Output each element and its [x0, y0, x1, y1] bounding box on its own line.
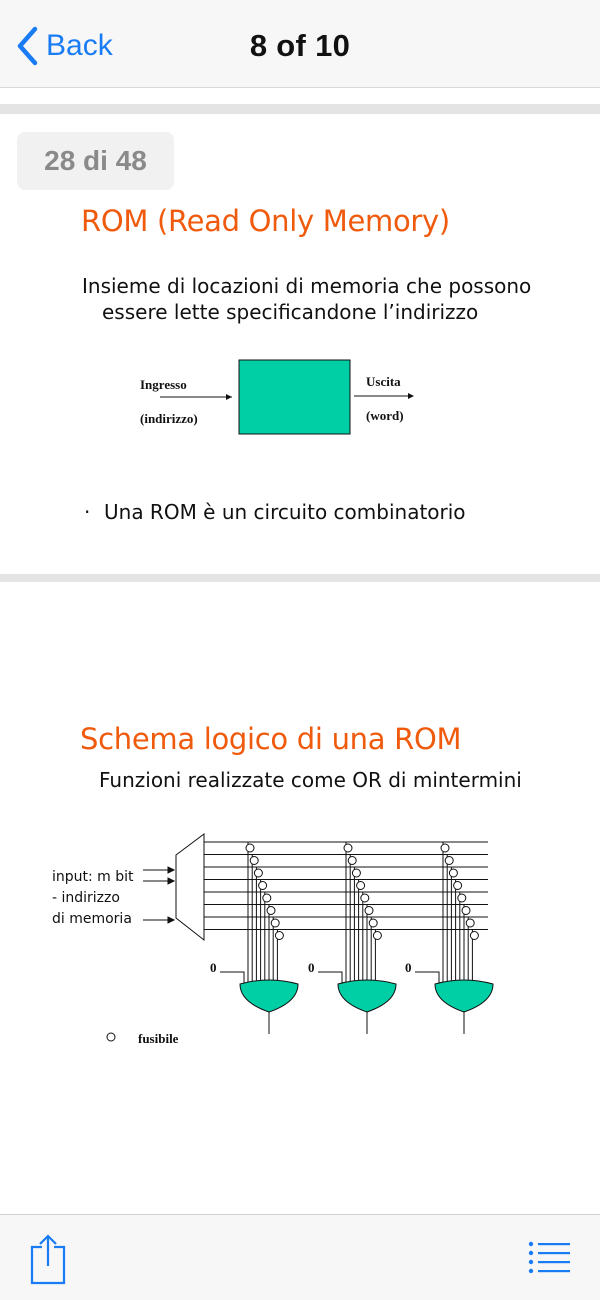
fuse-symbol [263, 894, 271, 902]
share-icon [28, 1233, 68, 1285]
fuse-symbol [449, 869, 457, 877]
slide-subtitle: Funzioni realizzate come OR di mintermini [99, 768, 522, 792]
input-arrowhead [226, 394, 232, 400]
fuse-symbol [462, 907, 470, 915]
fuse-symbol [458, 894, 466, 902]
zero-label-1: 0 [210, 960, 217, 975]
input-label-line-2: - indirizzo [52, 890, 120, 906]
or-column [318, 842, 396, 1034]
or-gate [338, 980, 396, 1012]
input-sublabel: (indirizzo) [140, 411, 198, 426]
or-gate [240, 980, 298, 1012]
contents-list-button[interactable] [528, 1241, 572, 1278]
input-label: Ingresso [140, 377, 187, 392]
fuse-symbol [275, 932, 283, 940]
address-decoder [176, 834, 204, 940]
fuse-symbol [246, 844, 254, 852]
slide-rom-definition [0, 114, 600, 574]
fuse-symbol [369, 919, 377, 927]
or-gate [435, 980, 493, 1012]
slide-separator [0, 104, 600, 114]
zero-input-line [220, 972, 244, 985]
rom-logic-schematic [0, 582, 600, 1102]
fuse-symbol [250, 857, 258, 865]
slide-rom-logic-scheme [0, 582, 600, 1214]
or-column [220, 842, 298, 1034]
list-icon [528, 1241, 572, 1273]
input-label-line-3: di memoria [52, 911, 132, 927]
zero-input-line [415, 972, 439, 985]
zero-input-line [318, 972, 342, 985]
or-column [415, 842, 493, 1034]
fuse-legend-label: fusibile [138, 1031, 179, 1046]
fuse-symbol [271, 919, 279, 927]
slide-title: ROM (Read Only Memory) [81, 204, 450, 238]
description-line-2: essere lette specificandone l’indirizzo [102, 300, 479, 324]
fuse-symbol [352, 869, 360, 877]
page-indicator: 28 di 48 [17, 132, 174, 190]
fuse-symbol [361, 894, 369, 902]
back-label: Back [46, 29, 113, 62]
fuse-symbol [373, 932, 381, 940]
fuse-symbol [454, 882, 462, 890]
zero-label-3: 0 [405, 960, 412, 975]
fuse-legend-symbol [107, 1033, 115, 1041]
fuse-symbol [348, 857, 356, 865]
bullet-text: Una ROM è un circuito combinatorio [104, 500, 466, 524]
slide-separator [0, 574, 600, 582]
fuse-symbol [466, 919, 474, 927]
page-counter-title: 8 of 10 [249, 28, 351, 63]
input-label-line-1: input: m bit [52, 869, 134, 885]
fuse-symbol [441, 844, 449, 852]
fuse-symbol [254, 869, 262, 877]
bottom-toolbar [0, 1214, 600, 1300]
description-line-1: Insieme di locazioni di memoria che possono [82, 274, 532, 298]
slide-title: Schema logico di una ROM [80, 722, 462, 756]
fuse-symbol [344, 844, 352, 852]
or-gate-columns [220, 842, 493, 1034]
share-button[interactable] [28, 1233, 68, 1290]
fuse-symbol [445, 857, 453, 865]
bullet-dot: · [84, 500, 91, 524]
output-arrowhead [408, 393, 414, 399]
address-input-arrows [143, 867, 174, 923]
fuse-symbol [470, 932, 478, 940]
rom-block [239, 360, 350, 434]
navigation-bar [0, 0, 600, 88]
fuse-symbol [365, 907, 373, 915]
fuse-symbol [259, 882, 267, 890]
zero-label-2: 0 [308, 960, 315, 975]
fuse-symbol [267, 907, 275, 915]
fuse-symbol [357, 882, 365, 890]
output-label: Uscita [366, 374, 401, 389]
output-sublabel: (word) [366, 408, 404, 423]
